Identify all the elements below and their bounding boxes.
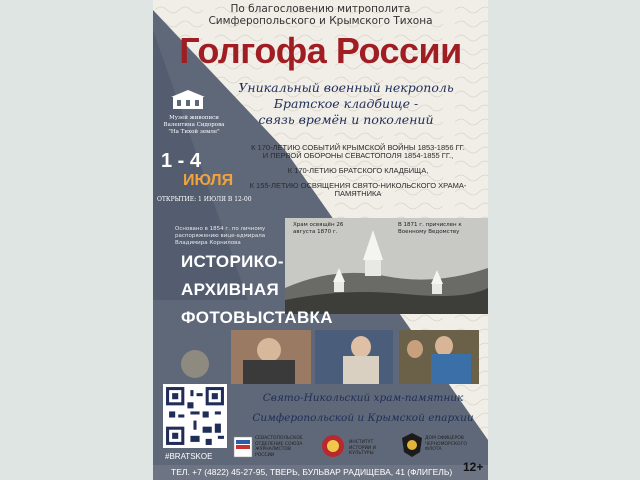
officers-house-label: ДОМ ОФИЦЕРОВ ЧЕРНОМОРСКОГО ФЛОТА xyxy=(425,436,467,452)
portrait-photo-3 xyxy=(399,330,479,384)
institute-label: ИНСТИТУТ ИСТОРИИ И КУЛЬТУРЫ xyxy=(349,440,377,456)
poster-title: Голгофа России xyxy=(179,30,462,71)
museum-building-icon xyxy=(169,88,207,112)
exhibition-month: ИЮЛЯ xyxy=(183,172,234,189)
exhibition-line-2: АРХИВНАЯ xyxy=(181,280,279,299)
officers-house-emblem-icon xyxy=(401,432,423,458)
photo-caption-military: В 1871 г. причислен к Военному Ведомству xyxy=(398,222,462,235)
hashtag: #BRATSKOE xyxy=(165,452,213,461)
portrait-photo-2 xyxy=(315,330,393,384)
journalists-union-logo-icon xyxy=(233,436,253,458)
photo-caption-consecrated: Храм освящён 26 августа 1870 г. xyxy=(293,222,344,235)
portrait-photo-1 xyxy=(231,330,311,384)
photo-caption-founded: Основано в 1854 г. по личному распоряжению вице-адмирала Владимира Корнилова xyxy=(175,226,266,246)
church-line-2: Симферопольской и Крымской епархии xyxy=(252,412,474,424)
exhibition-line-1: ИСТОРИКО- xyxy=(181,252,284,271)
journalists-union-label: СЕВАСТОПОЛЬСКОЕ ОТДЕЛЕНИЕ СОЮЗА ЖУРНАЛИСТОВ РОССИИ xyxy=(255,436,303,458)
exhibition-dates: 1 - 4 xyxy=(161,150,202,172)
anniversary-3: К 155-ЛЕТИЮ ОСВЯЩЕНИЯ СВЯТО-НИКОЛЬСКОГО ХРАМА- ПАМЯТНИКА xyxy=(249,181,467,198)
subtitle: Уникальный военный некрополь Братское кладбище - связь времён и поколений xyxy=(238,80,454,127)
exhibition-line-3: ФОТОВЫСТАВКА xyxy=(181,308,333,327)
age-rating: 12+ xyxy=(463,460,484,474)
institute-emblem-icon xyxy=(321,434,345,458)
museum-name: Музей живописи Валентина Сидорова "На Тихой земле" xyxy=(163,115,225,135)
opening-time: ОТКРЫТИЕ: 1 ИЮЛЯ В 12-00 xyxy=(157,196,252,203)
church-line-1: Свято-Никольский храм-памятник xyxy=(262,392,464,404)
exhibition-poster xyxy=(153,0,488,480)
anniversary-2: К 170-ЛЕТИЮ БРАТСКОГО КЛАДБИЩА, xyxy=(287,166,429,175)
round-photo xyxy=(181,350,209,378)
anniversary-1: К 170-ЛЕТИЮ СОБЫТИЙ КРЫМСКОЙ ВОЙНЫ 1853-1856 ГГ. И ПЕРВОЙ ОБОРОНЫ СЕВАСТОПОЛЯ 1854-1855 ГГ., xyxy=(251,143,465,160)
qr-code[interactable] xyxy=(163,384,227,448)
blessing-text: По благословению митрополита Симферопольского и Крымского Тихона xyxy=(208,3,433,27)
contact-bar: ТЕЛ. +7 (4822) 45-27-95, ТВЕРЬ, БУЛЬВАР РАДИЩЕВА, 41 (ФЛИГЕЛЬ) xyxy=(153,465,488,480)
